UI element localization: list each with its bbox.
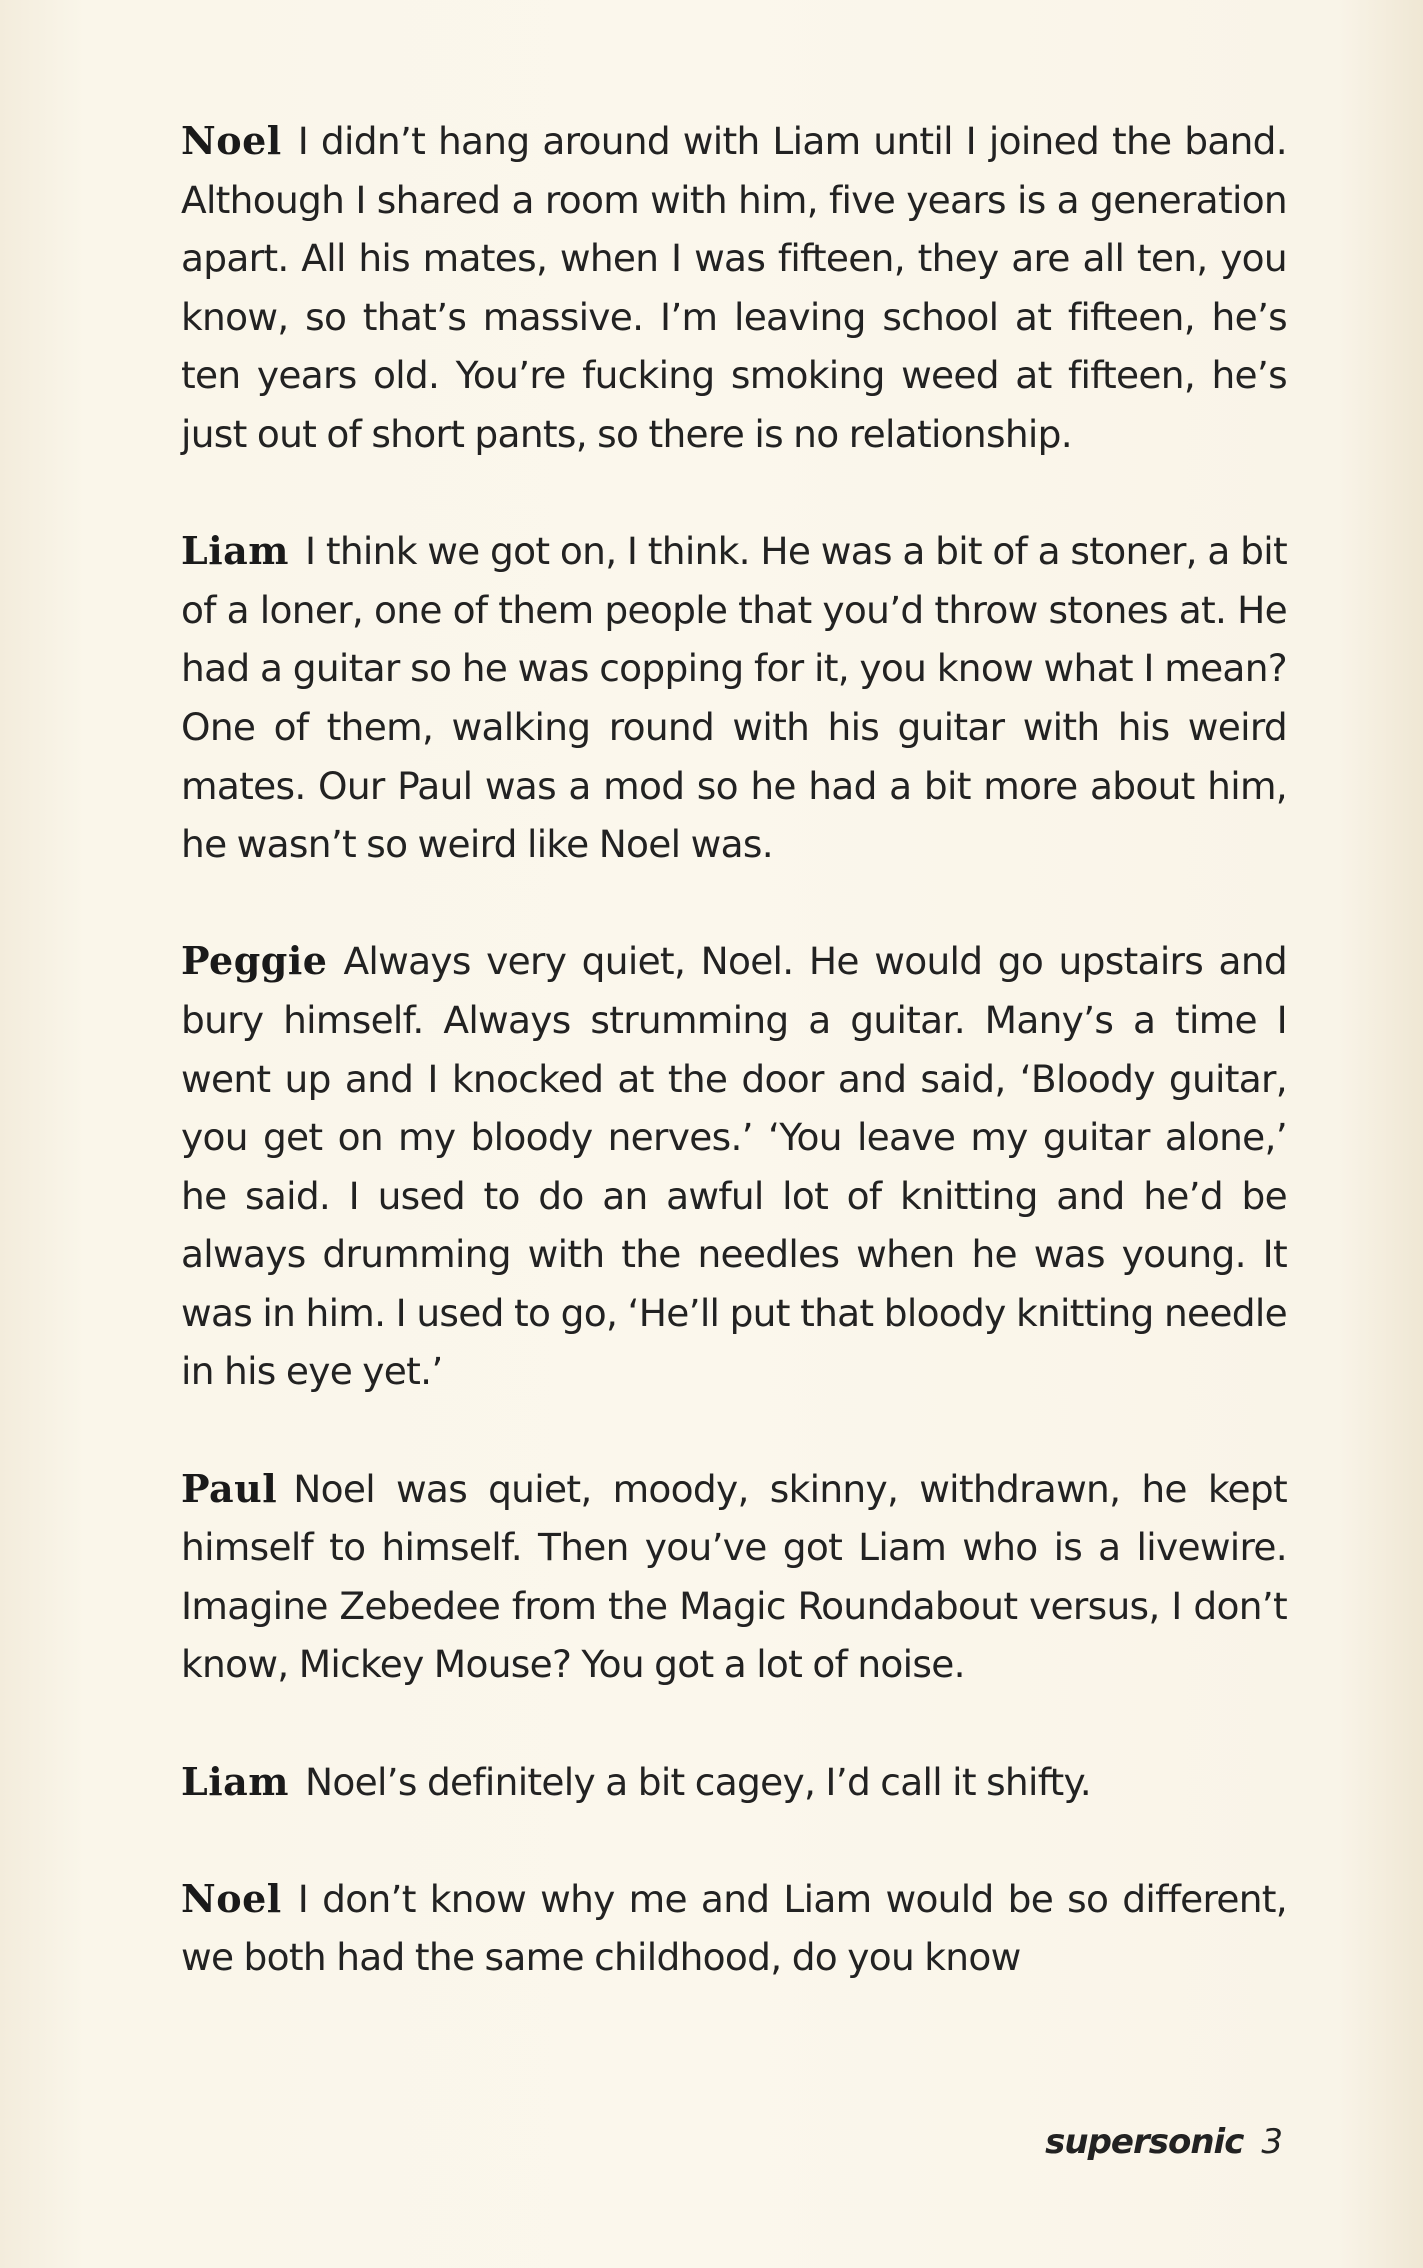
paragraph-liam-1 [181,522,1287,874]
paragraph-noel-2 [181,1870,1287,1987]
body-text [181,112,1287,2046]
paragraph-text: Always very quiet, Noel. He would go upstairs and bury himself. Always strumming a guitar. Many’s a time I went up and I knocked at the door and said, ‘Bloody guitar, you get on my bloody nerves.’ ‘You leave my guitar alone,’ he said. I used to do an awful lot of knitting and he’d be always drumming with the needles when he was young. It was in him. I used to go, ‘He’ll put that bloody knitting needle in his eye yet.’ [181,939,1287,1394]
paragraph-noel-1 [181,112,1287,464]
speaker-name: Liam [181,528,289,574]
paragraph-peggie [181,932,1287,1401]
paragraph-text: Noel was quiet, moody, skinny, withdrawn, he kept himself to himself. Then you’ve got Liam who is a livewire. Imagine Zebedee from the Magic Roundabout versus, I don’t know, Mickey Mouse? You got a lot of noise. [181,1466,1287,1687]
speaker-name: Liam [181,1758,289,1804]
speaker-name: Noel [181,118,282,163]
paragraph-text: I think we got on, I think. He was a bit of a stoner, a bit of a loner, one of them people that you’d throw stones at. He had a guitar so he was copping for it, you know what I mean? One of them, walking round with his guitar with his weird mates. Our Paul was a mod so he had a bit more about him, he wasn’t so weird like Noel was. [181,529,1287,867]
paragraph-text: I don’t know why me and Liam would be so different, we both had the same childhood, do you know [181,1876,1287,1980]
speaker-name: Peggie [181,938,328,984]
speaker-name: Noel [181,1875,282,1921]
speaker-name: Paul [181,1465,278,1511]
page-number: 3 [1261,2122,1283,2162]
paragraph-text: I didn’t hang around with Liam until I joined the band. Although I shared a room with him, five years is a generation apart. All his mates, when I was fifteen, they are all ten, you know, so that’s massive. I’m leaving school at fifteen, he’s ten years old. You’re fucking smoking weed at fifteen, he’s just out of short pants, so there is no relationship. [181,119,1287,456]
paragraph-liam-2 [181,1753,1287,1812]
paragraph-text: Noel’s definitely a bit cagey, I’d call it shifty. [304,1759,1091,1804]
running-title: supersonic [1045,2122,1244,2162]
paragraph-paul [181,1460,1287,1694]
page-footer [1045,2122,1283,2162]
